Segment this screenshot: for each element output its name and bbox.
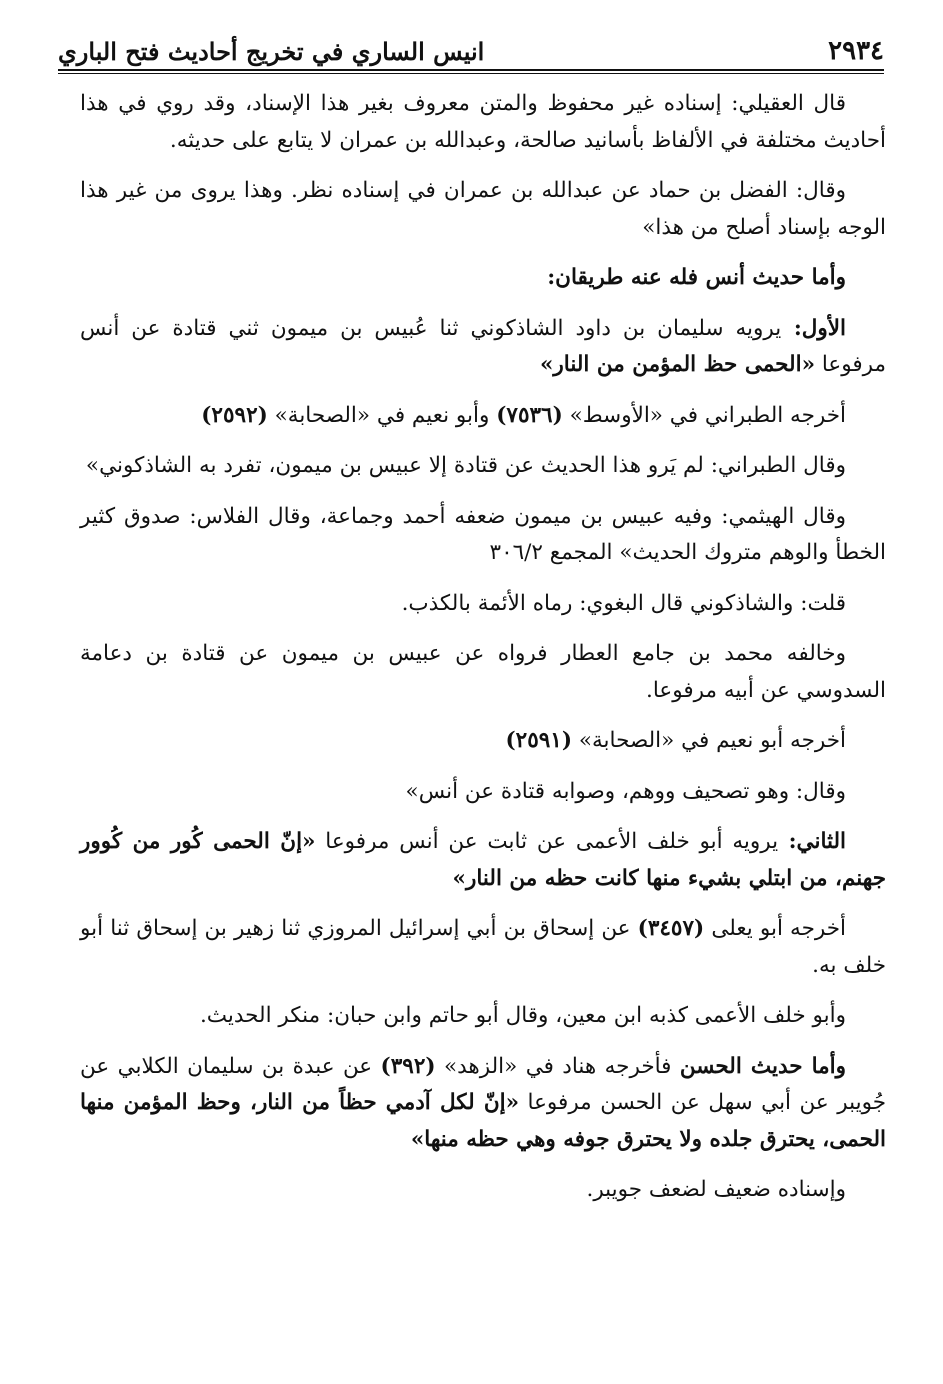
bold-text-segment: وأما حديث الحسن — [679, 1053, 847, 1079]
text-segment: وخالفه محمد بن جامع العطار فرواه عن عبيس بن ميمون عن قتادة بن دعامة السدوسي عن أبيه مرفوعا. — [80, 641, 886, 703]
header-rule — [58, 69, 884, 71]
text-segment: وإسناده ضعيف لضعف جويبر. — [586, 1177, 846, 1202]
paragraph — [80, 1172, 886, 1209]
page-header — [58, 26, 884, 66]
text-segment: عن إسحاق بن أبي إسرائيل المروزي ثنا زهير بن إسحاق ثنا أبو خلف به. — [80, 916, 886, 978]
paragraph — [80, 723, 886, 760]
paragraph — [80, 173, 886, 246]
text-segment: أخرجه أبو نعيم في «الصحابة» — [572, 728, 846, 753]
text-segment: يرويه سليمان بن داود الشاذكوني ثنا عُبيس بن ميمون ثني قتادة عن أنس مرفوعا — [80, 315, 886, 377]
bold-text-segment: وأما حديث أنس فله عنه طريقان: — [547, 265, 846, 290]
paragraph — [80, 586, 886, 623]
text-segment: يرويه أبو خلف الأعمى عن ثابت عن أنس مرفوعا — [315, 829, 779, 854]
paragraph — [80, 86, 886, 159]
bold-text-segment: «إنّ الحمى كُور من كُوور جهنم، من ابتلي بشيء منها كانت حظه من النار» — [80, 829, 886, 891]
paragraph — [80, 398, 886, 435]
paragraph — [80, 636, 886, 709]
paragraph — [80, 824, 886, 897]
bold-text-segment: (٢٥٩٢) — [201, 402, 268, 428]
text-segment: أخرجه الطبراني في «الأوسط» — [562, 402, 846, 428]
text-segment: وقال: وهو تصحيف ووهم، وصوابه قتادة عن أنس» — [405, 778, 846, 804]
bold-text-segment: الأول: — [781, 315, 846, 341]
text-segment: وأبو نعيم في «الصحابة» — [267, 402, 497, 428]
header-rule-thin — [58, 73, 884, 74]
text-segment: قال العقيلي: إسناده غير محفوظ والمتن معروف بغير هذا الإسناد، وقد روي في هذا أحاديث مختلفة في الألفاظ بأسانيد صالحة، وعبدالله بن عمران لا يتابع على حديثه. — [80, 91, 886, 153]
bold-text-segment: (٣٩٢) — [380, 1053, 436, 1079]
bold-text-segment: (٣٤٥٧) — [637, 916, 705, 941]
paragraph — [80, 499, 886, 572]
paragraph — [80, 260, 886, 297]
paragraph — [80, 448, 886, 485]
bold-text-segment: (٧٥٣٦) — [496, 402, 563, 428]
paragraph — [80, 1049, 886, 1159]
paragraph — [80, 774, 886, 811]
page-body — [80, 86, 886, 1223]
bold-text-segment: الثاني: — [778, 829, 847, 854]
bold-text-segment: «إنّ لكل آدمي حظاً من النار، وحظ المؤمن منها الحمى، يحترق جلده ولا يحترق جوفه وهي حظه منها» — [80, 1090, 886, 1152]
paragraph — [80, 998, 886, 1035]
paragraph — [80, 311, 886, 384]
text-segment: وقال الطبراني: لم يَرو هذا الحديث عن قتادة إلا عبيس بن ميمون، تفرد به الشاذكوني» — [85, 453, 846, 478]
text-segment: فأخرجه هناد في «الزهد» — [435, 1053, 680, 1079]
running-title: انيس الساري في تخريج أحاديث فتح الباري — [58, 37, 485, 66]
text-segment: أخرجه أبو يعلى — [704, 916, 846, 941]
text-segment: قلت: والشاذكوني قال البغوي: رماه الأئمة بالكذب. — [401, 590, 846, 616]
page-number: ٢٩٣٤ — [828, 36, 884, 66]
paragraph — [80, 911, 886, 984]
text-segment: وقال: الفضل بن حماد عن عبدالله بن عمران في إسناده نظر. وهذا يروى من غير هذا الوجه بإسناد أصلح من هذا» — [80, 178, 886, 240]
text-segment: عن عبدة بن سليمان الكلابي عن جُويبر عن أبي سهل عن الحسن مرفوعا — [80, 1053, 886, 1115]
text-segment: وأبو خلف الأعمى كذبه ابن معين، وقال أبو حاتم وابن حبان: منكر الحديث. — [199, 1003, 846, 1028]
bold-text-segment: «الحمى حظ المؤمن من النار» — [539, 352, 816, 377]
bold-text-segment: (٢٥٩١) — [505, 728, 573, 753]
text-segment: وقال الهيثمي: وفيه عبيس بن ميمون ضعفه أحمد وجماعة، وقال الفلاس: صدوق كثير الخطأ والوهم متروك الحديث» المجمع ٣٠٦/٢ — [80, 503, 886, 565]
